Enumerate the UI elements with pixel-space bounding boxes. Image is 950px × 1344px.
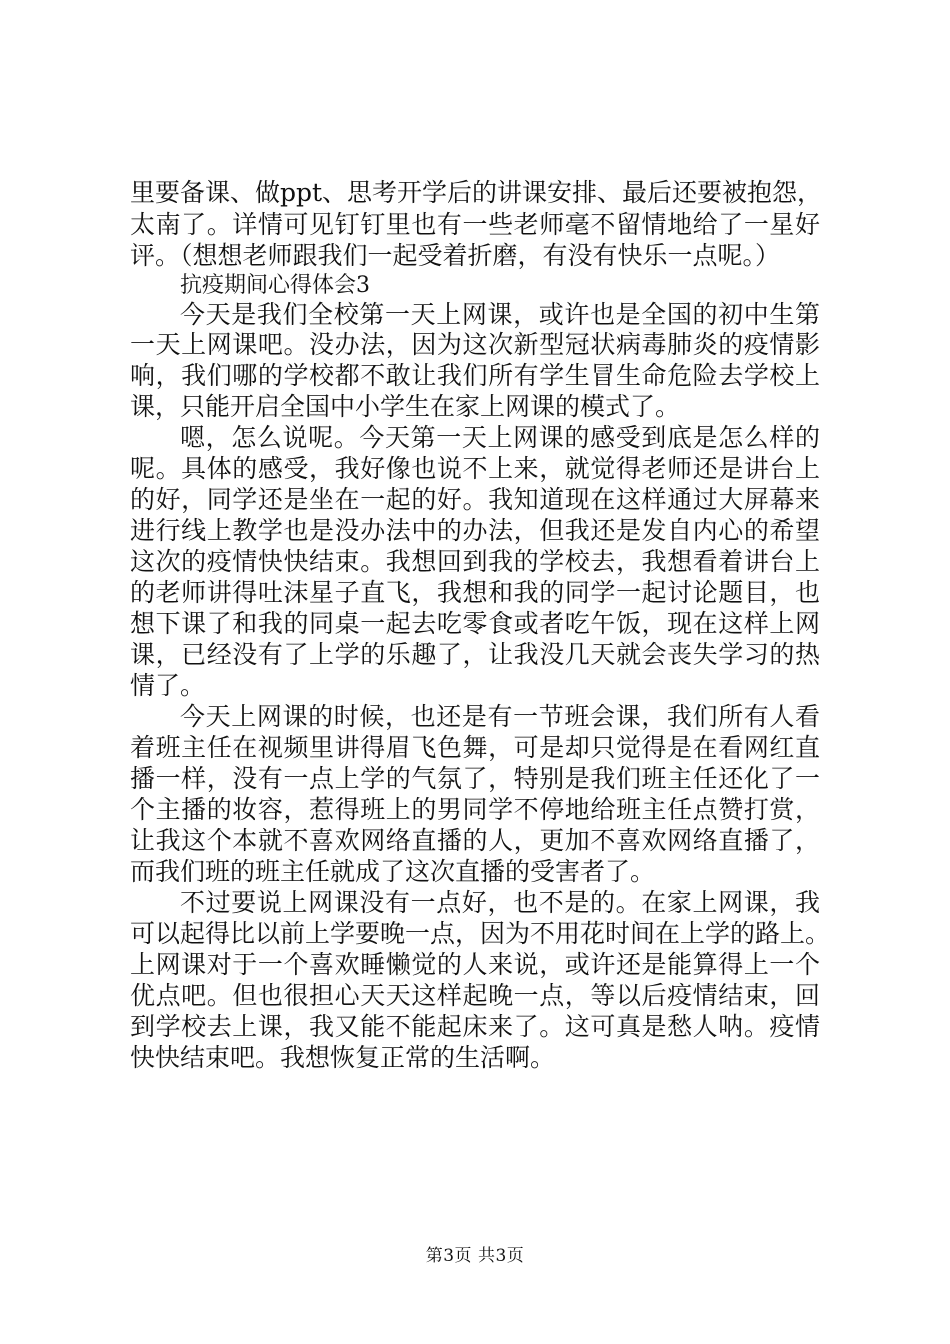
text-line: 优点吧。但也很担心天天这样起晚一点，等以后疫情结束，回: [130, 981, 820, 1010]
text-line: 今天上网课的时候，也还是有一节班会课，我们所有人看: [180, 702, 820, 731]
text-line: 个主播的妆容，惹得班上的男同学不停地给班主任点赞打赏，: [130, 795, 820, 824]
text-line: 着班主任在视频里讲得眉飞色舞，可是却只觉得是在看网红直: [130, 733, 820, 762]
text-line: 上网课对于一个喜欢睡懒觉的人来说，或许还是能算得上一个: [130, 950, 820, 979]
text-line: 嗯，怎么说呢。今天第一天上网课的感受到底是怎么样的: [180, 423, 820, 452]
text-line: 课，只能开启全国中小学生在家上网课的模式了。: [130, 392, 681, 421]
text-line: 播一样，没有一点上学的气氛了，特别是我们班主任还化了一: [130, 764, 820, 793]
text-line: 的老师讲得吐沫星子直飞，我想和我的同学一起讨论题目，也: [130, 578, 820, 607]
text-line: 到学校去上课，我又能不能起床来了。这可真是愁人呐。疫情: [130, 1012, 820, 1041]
text-line: 想下课了和我的同桌一起去吃零食或者吃午饭，现在这样上网: [130, 609, 820, 638]
section-heading: 抗疫期间心得体会3: [180, 273, 370, 298]
text-line: 快快结束吧。我想恢复正常的生活啊。: [130, 1043, 556, 1072]
text-line: 今天是我们全校第一天上网课，或许也是全国的初中生第: [180, 300, 820, 329]
text-line: 里要备课、做ppt、思考开学后的讲课安排、最后还要被抱怨，: [130, 178, 823, 207]
text-line: 这次的疫情快快结束。我想回到我的学校去，我想看着讲台上: [130, 547, 820, 576]
text-line: 评。（想想老师跟我们一起受着折磨，有没有快乐一点呢。）: [130, 241, 781, 270]
text-line: 情了。: [130, 671, 206, 700]
page-number-footer: 第3页 共3页: [425, 1246, 525, 1266]
text-line: 响，我们哪的学校都不敢让我们所有学生冒生命危险去学校上: [130, 361, 820, 390]
text-line: 让我这个本就不喜欢网络直播的人，更加不喜欢网络直播了，: [130, 826, 820, 855]
text-line: 一天上网课吧。没办法，因为这次新型冠状病毒肺炎的疫情影: [130, 330, 820, 359]
text-line: 不过要说上网课没有一点好，也不是的。在家上网课，我: [180, 888, 820, 917]
text-line: 太南了。详情可见钉钉里也有一些老师毫不留情地给了一星好: [130, 210, 820, 239]
text-line: 进行线上教学也是没办法中的办法，但我还是发自内心的希望: [130, 516, 820, 545]
text-line: 课，已经没有了上学的乐趣了，让我没几天就会丧失学习的热: [130, 640, 820, 669]
text-line: 的好，同学还是坐在一起的好。我知道现在这样通过大屏幕来: [130, 485, 820, 514]
text-line: 而我们班的班主任就成了这次直播的受害者了。: [130, 857, 656, 886]
text-line: 可以起得比以前上学要晚一点，因为不用花时间在上学的路上。: [130, 919, 831, 948]
text-line: 呢。具体的感受，我好像也说不上来，就觉得老师还是讲台上: [130, 454, 820, 483]
